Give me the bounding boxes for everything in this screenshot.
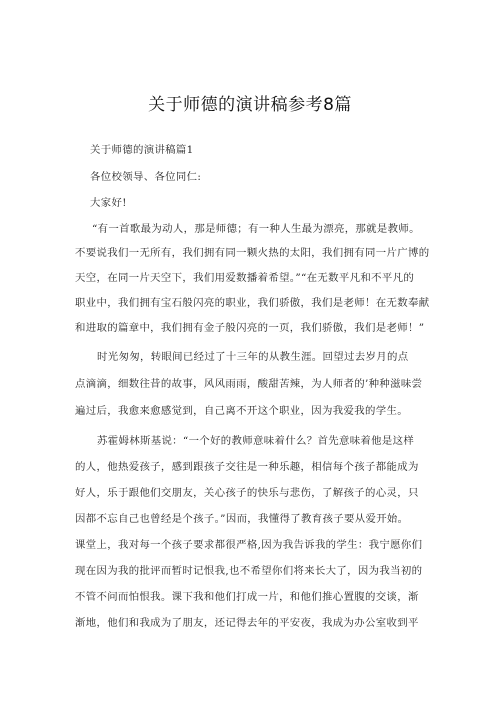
- greeting: 大家好!: [90, 197, 127, 209]
- paragraph-line: 点滴滴，细数往昔的故事，风风雨雨，酸甜苦辣，为人师者的’种种滋味尝: [75, 378, 423, 390]
- paragraph-line: 职业中，我们拥有宝石般闪亮的职业，我们骄傲，我们是老师！在无数奉献: [75, 297, 430, 309]
- paragraph-line: 好人，乐于跟他们交朋友，关心孩子的快乐与悲伤，了解孩子的心灵，只: [75, 487, 419, 499]
- paragraph-line: 和进取的篇章中，我们拥有金子般闪亮的一页，我们骄傲，我们是老师！”: [75, 322, 425, 334]
- paragraph-line: 天空，在同一片天空下，我们用爱数播着希望。”“在无数平凡和不平凡的: [75, 272, 415, 284]
- paragraph-line: 不管不问而怕恨我。课下我和他们打成一片，和他们推心置腹的交谈，渐: [75, 591, 419, 603]
- paragraph-line: 时光匆匆，转眼间已经过了十三年的从教生涯。回望过去岁月的点: [97, 351, 409, 363]
- paragraph-line: 遍过后，我愈来愈感觉到，自己离不开这个职业，因为我爱我的学生。: [75, 405, 408, 417]
- paragraph-line: 课堂上，我对每一个孩子要求都很严格,因为我告诉我的学生：我宁愿你们: [75, 539, 423, 551]
- section-heading: 关于师德的演讲稿篇1: [90, 144, 194, 156]
- salutation: 各位校领导、各位同仁:: [90, 171, 202, 183]
- document-title: 关于师德的演讲稿参考8篇: [148, 95, 352, 115]
- paragraph-line: 现在因为我的批评而暂时记恨我,也不希望你们将来长大了，因为我当初的: [75, 565, 423, 577]
- paragraph-line: “有一首歌最为动人，那是师德；有一种人生最为漂亮，那就是教师。: [92, 223, 420, 235]
- paragraph-line: 因都不忘自己也曾经是个孩子。”因而，我懂得了教育孩子要从爱开始。: [75, 513, 409, 525]
- paragraph-line: 不要说我们一无所有，我们拥有同一颗火热的太阳，我们拥有同一片广博的: [75, 247, 430, 259]
- paragraph-line: 苏霍姆林斯基说：“一个好的教师意味着什么？首先意味着他是这样: [97, 435, 415, 447]
- paragraph-line: 渐地，他们和我成为了朋友，还记得去年的平安夜，我成为办公室收到平: [75, 617, 419, 629]
- paragraph-line: 的人，他热爱孩子，感到跟孩子交往是一种乐趣，相信每个孩子都能成为: [75, 461, 419, 473]
